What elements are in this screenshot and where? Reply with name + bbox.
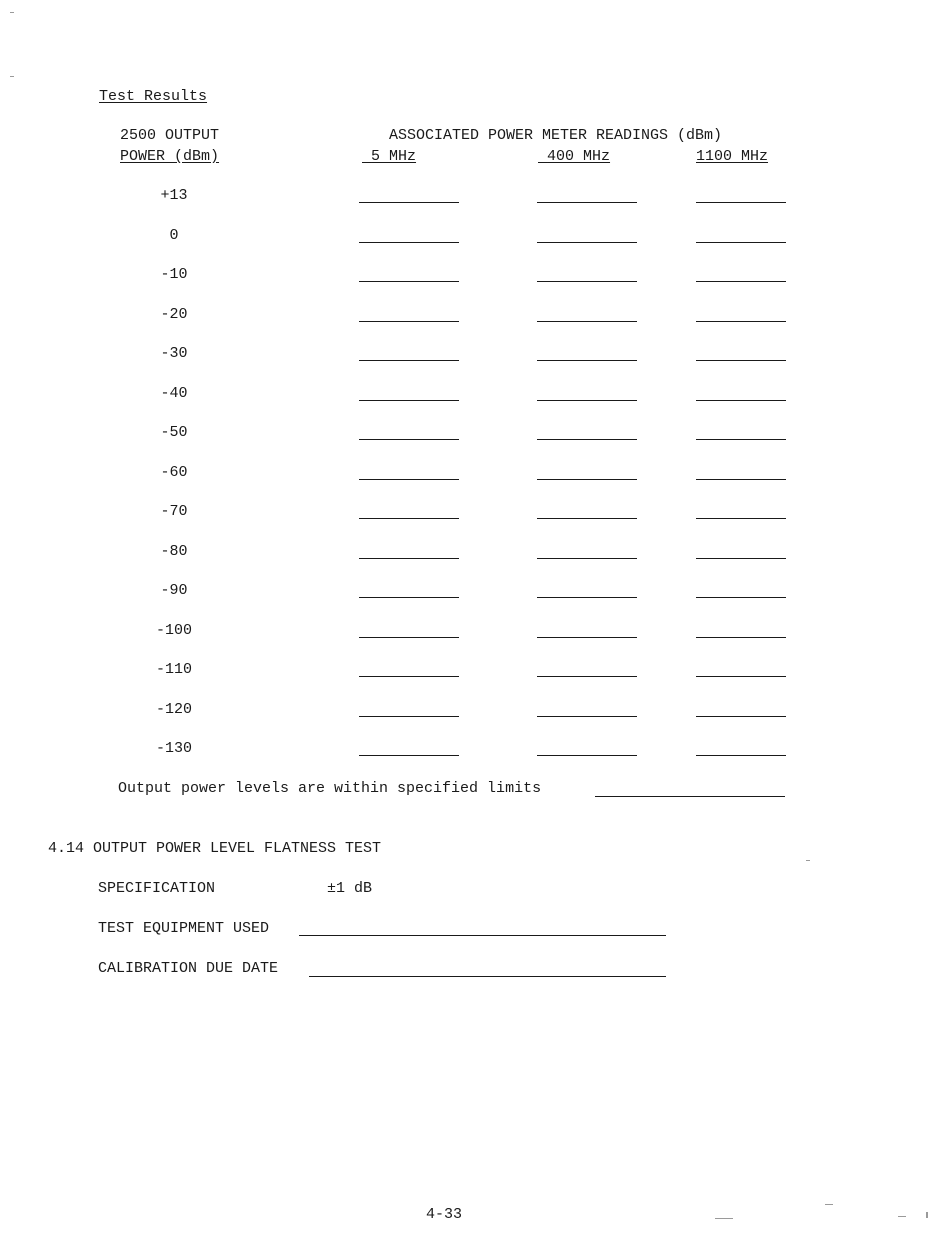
reading-400mhz-blank[interactable]: [537, 202, 637, 203]
power-level-label: -130: [155, 740, 192, 757]
reading-400mhz-blank[interactable]: [537, 479, 637, 480]
reading-5mhz-blank[interactable]: [359, 242, 459, 243]
power-level-label: -40: [160, 385, 188, 402]
limits-blank[interactable]: [595, 796, 785, 797]
reading-1100mhz-blank[interactable]: [696, 637, 786, 638]
reading-1100mhz-blank[interactable]: [696, 400, 786, 401]
limits-statement: Output power levels are within specified limits: [118, 780, 542, 797]
scan-speck: [10, 12, 14, 13]
power-level-label: 0: [169, 227, 179, 244]
reading-5mhz-blank[interactable]: [359, 676, 459, 677]
freq-1100mhz-header: 1100 MHz: [696, 148, 769, 165]
reading-1100mhz-blank[interactable]: [696, 281, 786, 282]
reading-5mhz-blank[interactable]: [359, 202, 459, 203]
reading-5mhz-blank[interactable]: [359, 281, 459, 282]
calibration-label: CALIBRATION DUE DATE: [98, 960, 279, 977]
reading-1100mhz-blank[interactable]: [696, 755, 786, 756]
power-level-label: -60: [160, 464, 188, 481]
reading-1100mhz-blank[interactable]: [696, 518, 786, 519]
power-level-label: -120: [155, 701, 192, 718]
reading-1100mhz-blank[interactable]: [696, 597, 786, 598]
reading-5mhz-blank[interactable]: [359, 518, 459, 519]
reading-1100mhz-blank[interactable]: [696, 479, 786, 480]
freq-400mhz-header: 400 MHz: [547, 148, 611, 165]
reading-1100mhz-blank[interactable]: [696, 242, 786, 243]
reading-400mhz-blank[interactable]: [537, 360, 637, 361]
power-level-label: -90: [160, 582, 188, 599]
reading-1100mhz-blank[interactable]: [696, 202, 786, 203]
reading-400mhz-blank[interactable]: [537, 281, 637, 282]
reading-5mhz-blank[interactable]: [359, 597, 459, 598]
reading-1100mhz-blank[interactable]: [696, 676, 786, 677]
reading-400mhz-blank[interactable]: [537, 637, 637, 638]
specification-label: SPECIFICATION: [98, 880, 216, 897]
reading-5mhz-blank[interactable]: [359, 479, 459, 480]
reading-1100mhz-blank[interactable]: [696, 439, 786, 440]
reading-400mhz-blank[interactable]: [537, 242, 637, 243]
power-level-label: -50: [160, 424, 188, 441]
scan-speck: [926, 1212, 928, 1218]
reading-5mhz-blank[interactable]: [359, 400, 459, 401]
freq-5mhz-header: 5 MHz: [371, 148, 417, 165]
scan-speck: [715, 1218, 733, 1219]
reading-400mhz-blank[interactable]: [537, 439, 637, 440]
power-meter-readings-header: ASSOCIATED POWER METER READINGS (dBm): [389, 127, 723, 144]
power-level-label: -10: [160, 266, 188, 283]
power-level-label: -80: [160, 543, 188, 560]
power-level-label: -100: [155, 622, 192, 639]
scan-speck: [10, 76, 14, 77]
reading-400mhz-blank[interactable]: [537, 518, 637, 519]
reading-5mhz-blank[interactable]: [359, 439, 459, 440]
page-number: 4-33: [426, 1206, 463, 1223]
reading-400mhz-blank[interactable]: [537, 321, 637, 322]
scan-speck: [806, 860, 810, 861]
reading-5mhz-blank[interactable]: [359, 755, 459, 756]
power-level-label: -20: [160, 306, 188, 323]
test-title: 4.14 OUTPUT POWER LEVEL FLATNESS TEST: [48, 840, 382, 857]
power-level-label: -110: [155, 661, 192, 678]
reading-400mhz-blank[interactable]: [537, 755, 637, 756]
test-equipment-blank[interactable]: [299, 935, 666, 936]
reading-5mhz-blank[interactable]: [359, 321, 459, 322]
scan-speck: [898, 1216, 906, 1217]
calibration-blank[interactable]: [309, 976, 666, 977]
power-level-label: -70: [160, 503, 188, 520]
reading-400mhz-blank[interactable]: [537, 597, 637, 598]
reading-400mhz-blank[interactable]: [537, 400, 637, 401]
output-power-header-line1: 2500 OUTPUT: [120, 127, 220, 144]
reading-5mhz-blank[interactable]: [359, 558, 459, 559]
scan-speck: [825, 1204, 833, 1205]
power-level-label: -30: [160, 345, 188, 362]
power-level-label: +13: [160, 187, 188, 204]
output-power-header-line2: POWER (dBm): [120, 148, 220, 165]
reading-400mhz-blank[interactable]: [537, 676, 637, 677]
reading-400mhz-blank[interactable]: [537, 716, 637, 717]
reading-400mhz-blank[interactable]: [537, 558, 637, 559]
reading-1100mhz-blank[interactable]: [696, 321, 786, 322]
reading-5mhz-blank[interactable]: [359, 360, 459, 361]
reading-1100mhz-blank[interactable]: [696, 360, 786, 361]
reading-5mhz-blank[interactable]: [359, 637, 459, 638]
reading-5mhz-blank[interactable]: [359, 716, 459, 717]
reading-1100mhz-blank[interactable]: [696, 716, 786, 717]
section-heading: Test Results: [99, 88, 208, 105]
reading-1100mhz-blank[interactable]: [696, 558, 786, 559]
specification-value: ±1 dB: [327, 880, 373, 897]
test-equipment-label: TEST EQUIPMENT USED: [98, 920, 270, 937]
